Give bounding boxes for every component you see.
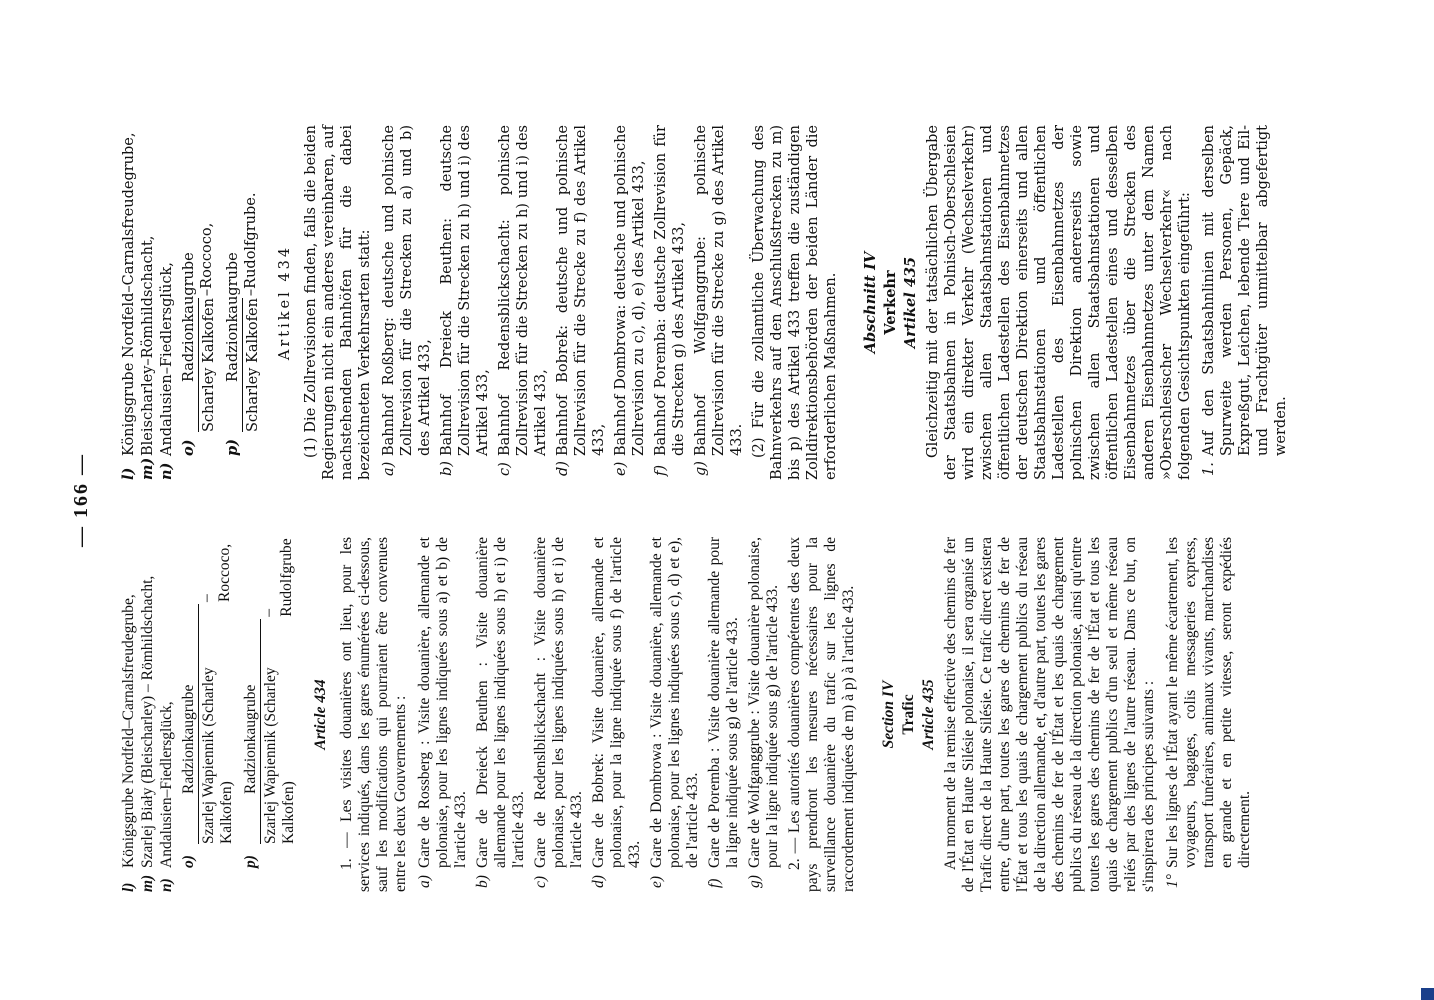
list-item: e) Gare de Dombrowa : Visite douanière, allemande et polonaise, pour les lignes indiquées sous c), d) et e), de l'article 433.	[648, 537, 701, 888]
article-434-title: Article 434	[312, 679, 329, 750]
station-connection-o: o) Radzionkaugrube Szarlej Wapiennik (Scharley Kalkofen) –Roccoco,	[180, 543, 235, 868]
list-item: 1° Sur les lignes de l'État ayant le même écartement, les voyageurs, bagages, colis messageries express, transport funéraires, animaux vivants, marchandises en grande et en petite vitesse, seront expédiés directement.	[1164, 537, 1253, 888]
paragraph: Au moment de la remise effective des chemins de fer de l'État en Haute Silésie polonaise, il sera organisé un Trafic direct de la Haute Silésie. Ce trafic direct existera entre, d'une part, toutes les gares de chemins de fer de l'État et tous les quais de chargement publics du réseau de la direction allemande, et, d'autre part, toutes les gares des chemins de fer de l'État et les quais de chargement publics du réseau de la direction polonaise, ainsi qu'entre toutes les gares des chemins de fer de l'État et tous les quais de chargement publics d'un seul et même réseau reliés par des lignes de l'autre réseau. Dans ce but, on s'inspirera des principes suivants :	[942, 537, 1157, 892]
list-item: n) Andalusien–Fiedlersglück,	[158, 701, 175, 892]
article-434-title: Artikel 434	[277, 244, 293, 361]
list-item: d) Bahnhof Bobrek: deutsche und polnische Zollrevision für die Strecke zu f) des Artikel 433,	[555, 125, 607, 476]
list-item: a) Bahnhof Roßberg: deutsche und polnische Zollrevision für die Strecken zu a) und b) des Artikel 433,	[381, 125, 433, 476]
station-connection-p: p) Radzionkaugrube Scharley Kalkofen –Rudolfgrube.	[224, 192, 261, 456]
list-item: m) Bleischarley–Römhildschacht,	[139, 235, 156, 480]
article-435-title: Article 435	[920, 679, 937, 750]
paragraph: (2) Für die zollamtliche Überwachung des Bahnverkehrs auf den Anschlußstrecken zu m) bis p) des Artikel 433 treffen die zuständigen Zolldirektionsbehörden der beiden Länder die erforderlichen Maßnahmen.	[751, 125, 839, 480]
dfg-logo	[1421, 988, 1434, 1000]
list-item: m) Szarlej Biały (Bleischarley) – Römhildschacht,	[139, 575, 156, 892]
section-subheading: Verkehr	[882, 270, 899, 335]
list-item: d) Gare de Bobrek: Visite douanière, allemande et polonaise, pour la ligne indiquée sous f) de l'article 433.	[590, 537, 643, 888]
list-item: c) Gare de Redenslblickschacht : Visite douanière polonaise, pour les lignes indiquées sous h) et i) de l'article 433.	[532, 537, 585, 888]
list-item: n) Andalusien–Fiedlersglück,	[158, 262, 175, 480]
french-column	[120, 537, 1258, 892]
list-item: f) Gare de Poremba : Visite douanière allemande pour la ligne indiquée sous g) de l'article 433.	[706, 537, 741, 888]
german-column	[120, 125, 1294, 480]
list-item: f) Bahnhof Poremba: deutsche Zollrevision für die Strecken g) des Artikel 433,	[653, 125, 687, 476]
paragraph: 1. — Les visites douanières ont lieu, pour les services indiqués, dans les gares énumérées ci-dessous, sauf les modifications qui pourraient être convenues entre les deux Gouvernements :	[338, 537, 409, 892]
paragraph: Gleichzeitig mit der tatsächlichen Übergabe der Staatsbahnen in Polnisch-Oberschlesien wird ein direkter Verkehr (Wechselverkehr) zwischen allen Staatsbahnstationen und öffentlichen Ladestellen des Eisenbahnnetzes der deutschen Direktion einerseits und allen Staatsbahnstationen und öffentlichen Ladestellen des Eisenbahnnetzes der polnischen Direktion andererseits sowie zwischen allen Staatsbahnstationen und öffentlichen Ladestellen eines und desselben Eisenbahnnetzes über die Strecken des anderen Eisenbahnnetzes unter dem Namen »Oberschlesischer Wechselverkehr« nach folgenden Gesichtspunkten eingeführt:	[925, 125, 1193, 480]
list-item: a) Gare de Rossberg : Visite douanière, allemande et polonaise, pour les lignes indiquées sous a) et b) de l'article 433.	[416, 537, 469, 888]
station-connection-o: o) Radzionkaugrube Scharley Kalkofen –Roccoco,	[180, 222, 217, 456]
page-number: — 166 —	[70, 453, 92, 547]
paragraph: (1) Die Zollrevisionen finden, falls die beiden Regierungen nicht ein anderes vereinbaren, auf nachstehenden Bahnhöfen für die dabei bezeichneten Verkehrsarten statt:	[303, 125, 373, 480]
list-item: 1. Auf den Staatsbahnlinien mit derselben Spurweite werden Personen, Gepäck, Expreßgut, Leichen, lebende Tiere und Eil- und Frachtgüter unmittelbar abgefertigt werden.	[1201, 125, 1289, 476]
list-item: l) Königsgrube Nordfeld–Carnalsfreudegrube,	[120, 594, 137, 892]
section-subheading: Trafic	[900, 694, 917, 735]
digitization-note	[1415, 10, 1429, 990]
list-item: g) Bahnhof Wolfganggrube: polnische Zollrevision für die Strecke zu g) des Artikel 433.	[693, 125, 745, 476]
list-item: g) Gare de Wolfganggrube : Visite douanière polonaise, pour la ligne indiquée sous g) de l'article 433.	[746, 537, 781, 888]
section-heading: Section IV	[880, 680, 897, 749]
list-item: c) Bahnhof Redensblickschacht: polnische Zollrevision für die Strecken zu h) und i) des Artikel 433,	[497, 125, 549, 476]
list-item: b) Gare de Dreieck Beuthen : Visite douanière allemande pour les lignes indiquées sous h) et i) de l'article 433.	[474, 537, 527, 888]
list-item: b) Bahnhof Dreieck Beuthen: deutsche Zollrevision für die Strecken zu h) und i) des Artikel 433,	[439, 125, 491, 476]
list-item: e) Bahnhof Dombrowa: deutsche und polnische Zollrevision zu c), d), e) des Artikel 433,	[613, 125, 647, 476]
paragraph: 2. — Les autorités douanières compétentes des deux pays prendront les mesures nécessaires pour la surveillance douanière du trafic sur les lignes de raccordement indiquées de m) à p) à l'article 433.	[786, 537, 857, 892]
article-435-title: Artikel 435	[902, 256, 919, 349]
list-item: l) Königsgrube Nordfeld–Carnalsfreudegrube,	[120, 132, 137, 480]
section-heading: Abschnitt IV	[862, 251, 879, 354]
station-connection-p: p) Radzionkaugrube Szarlej Wapiennik (Scharley Kalkofen) –Rudolfgrube	[242, 538, 297, 868]
